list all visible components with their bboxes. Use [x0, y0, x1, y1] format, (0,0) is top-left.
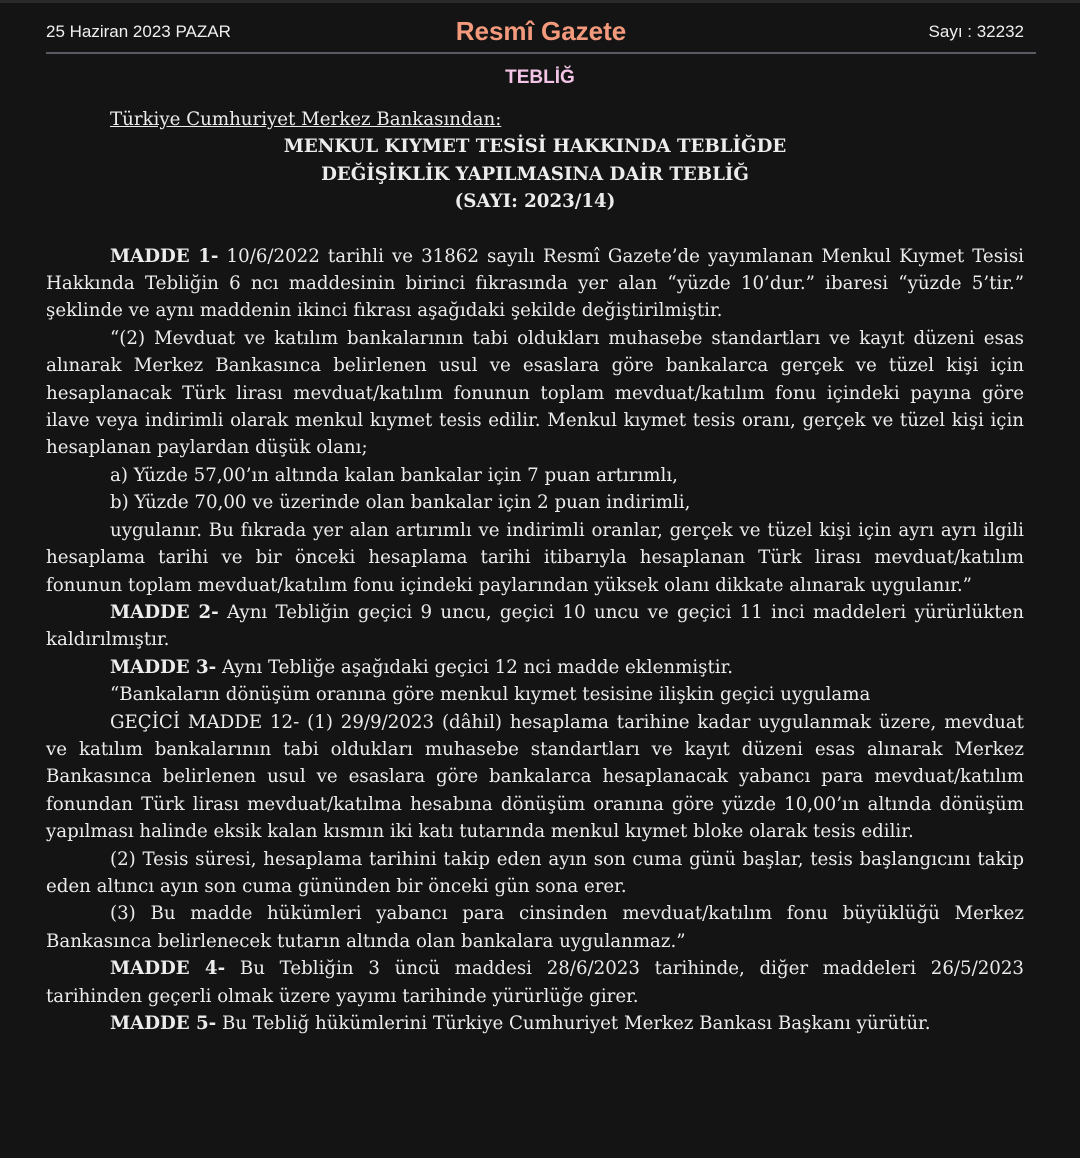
article-lead: MADDE 4-: [110, 958, 226, 980]
article-lead: MADDE 2-: [110, 601, 219, 623]
paragraph-text: Bu Tebliğin 3 üncü maddesi 28/6/2023 tarihinde, diğer maddeleri 26/5/2023 tarihinden geçerli olmak üzere yayımı tarihinde yürürlüğe girer.: [46, 958, 1025, 1007]
article-lead: MADDE 1-: [110, 245, 219, 267]
paragraph-text: Aynı Tebliğe aşağıdaki geçici 12 nci madde eklenmiştir.: [216, 656, 734, 678]
title-line: DEĞİŞİKLİK YAPILMASINA DAİR TEBLİĞ: [321, 163, 749, 185]
provisional-article-paragraph: [46, 709, 1024, 846]
title-line: (SAYI: 2023/14): [454, 191, 616, 213]
provisional-clause-3-paragraph: [46, 900, 1024, 955]
paragraph-text: “(2) Mevduat ve katılım bankalarının tabi oldukları muhasebe standartları ve kayıt düzeni esas alınarak Merkez Bankasınca belirlenen usul ve esaslara göre bankalarca gerçek ve tüzel kişi için hesaplanacak Türk lirası mevduat/katılım fonunun toplam mevduat/katılım fonu içindeki payına göre ilave veya indirimli olarak menkul kıymet tesis edilir. Menkul kıymet tesis oranı, gerçek ve tüzel kişi için hesaplanan paylardan düşük olanı;: [46, 327, 1024, 459]
gazette-title: Resmî Gazete: [455, 16, 627, 46]
article-3-paragraph: [46, 654, 1024, 681]
article-5-paragraph: [46, 1010, 1024, 1037]
paragraph-text: b) Yüzde 70,00 ve üzerinde olan bankalar için 2 puan indirimli,: [110, 492, 691, 514]
paragraph-text: 10/6/2022 tarihli ve 31862 sayılı Resmî Gazete’de yayımlanan Menkul Kıymet Tesisi Hakkında Tebliğin 6 ncı maddesinin birinci fıkrasında yer alan “yüzde 10’dur.” ibaresi “yüzde 5’tir.” şeklinde ve aynı maddenin ikinci fıkrası aşağıdaki şekilde değiştirilmiştir.: [46, 245, 1024, 322]
article-lead: MADDE 5-: [110, 1013, 217, 1034]
gazette-header: [46, 14, 1036, 54]
paragraph-text: (3) Bu madde hükümleri yabancı para cinsinden mevduat/katılım fonu büyüklüğü Merkez Bankasınca belirlenecek tutarın altında olan bankalara uygulanmaz.”: [46, 903, 1024, 952]
paragraph-text: Bu Tebliğ hükümlerini Türkiye Cumhuriyet Merkez Bankası Başkanı yürütür.: [216, 1013, 931, 1034]
issue-number: Sayı : 32232: [928, 22, 1024, 41]
article-1-paragraph: [46, 243, 1024, 325]
clause-continuation-paragraph: [46, 517, 1024, 599]
article-4-paragraph: [46, 955, 1024, 1010]
amended-clause-paragraph: [46, 325, 1024, 462]
publication-date: 25 Haziran 2023 PAZAR: [46, 22, 231, 41]
clause-item-a: [46, 462, 1024, 489]
provisional-clause-2-paragraph: [46, 846, 1024, 901]
document-body: [46, 106, 1024, 1037]
paragraph-text: uygulanır. Bu fıkrada yer alan artırımlı ve indirimli oranlar, gerçek ve tüzel kişi için ayrı ayrı ilgili hesaplama tarihi ve bir önceki hesaplama tarihi itibarıyla hesaplanan Türk lirası mevduat/katılım fonunun toplam mevduat/katılım fonu içindeki paylarından yüksek olanı dikkate alınarak uygulanır.”: [46, 519, 1024, 596]
paragraph-text: a) Yüzde 57,00’ın altında kalan bankalar için 7 puan artırımlı,: [110, 464, 678, 486]
title-line: MENKUL KIYMET TESİSİ HAKKINDA TEBLİĞDE: [283, 136, 787, 158]
article-2-paragraph: [46, 599, 1024, 654]
section-heading: TEBLİĞ: [505, 67, 575, 88]
issuer-line: Türkiye Cumhuriyet Merkez Bankasından:: [110, 109, 502, 130]
paragraph-text: Aynı Tebliğin geçici 9 uncu, geçici 10 uncu ve geçici 11 inci maddeleri yürürlükten kaldırılmıştır.: [46, 601, 1024, 651]
provisional-heading-paragraph: [46, 681, 1024, 708]
paragraph-text: (2) Tesis süresi, hesaplama tarihini takip eden ayın son cuma günü başlar, tesis başlangıcını takip eden altıncı ayın son cuma gününden bir önceki gün sona erer.: [46, 848, 1024, 897]
clause-item-b: [46, 489, 1024, 516]
top-border: [0, 0, 1080, 3]
document-title: [46, 133, 1024, 215]
paragraph-text: GEÇİCİ MADDE 12- (1) 29/9/2023 (dâhil) hesaplama tarihine kadar uygulanmak üzere, mevduat ve katılım bankalarının tabi oldukları muhasebe standartları ve kayıt düzeni esas alınarak Merkez Bankasınca belirlenen usul ve esaslara göre bankalarca hesaplanacak yabancı para mevduat/katılım fonundan Türk lirası mevduat/katılma hesabına dönüşüm oranına göre yüzde 10,00’ın altında dönüşüm yapılması halinde eksik kalan kısmın iki katı tutarında menkul kıymet bloke olarak tesis edilir.: [46, 711, 1024, 843]
article-lead: MADDE 3-: [110, 656, 217, 678]
paragraph-text: “Bankaların dönüşüm oranına göre menkul kıymet tesisine ilişkin geçici uygulama: [110, 684, 871, 706]
